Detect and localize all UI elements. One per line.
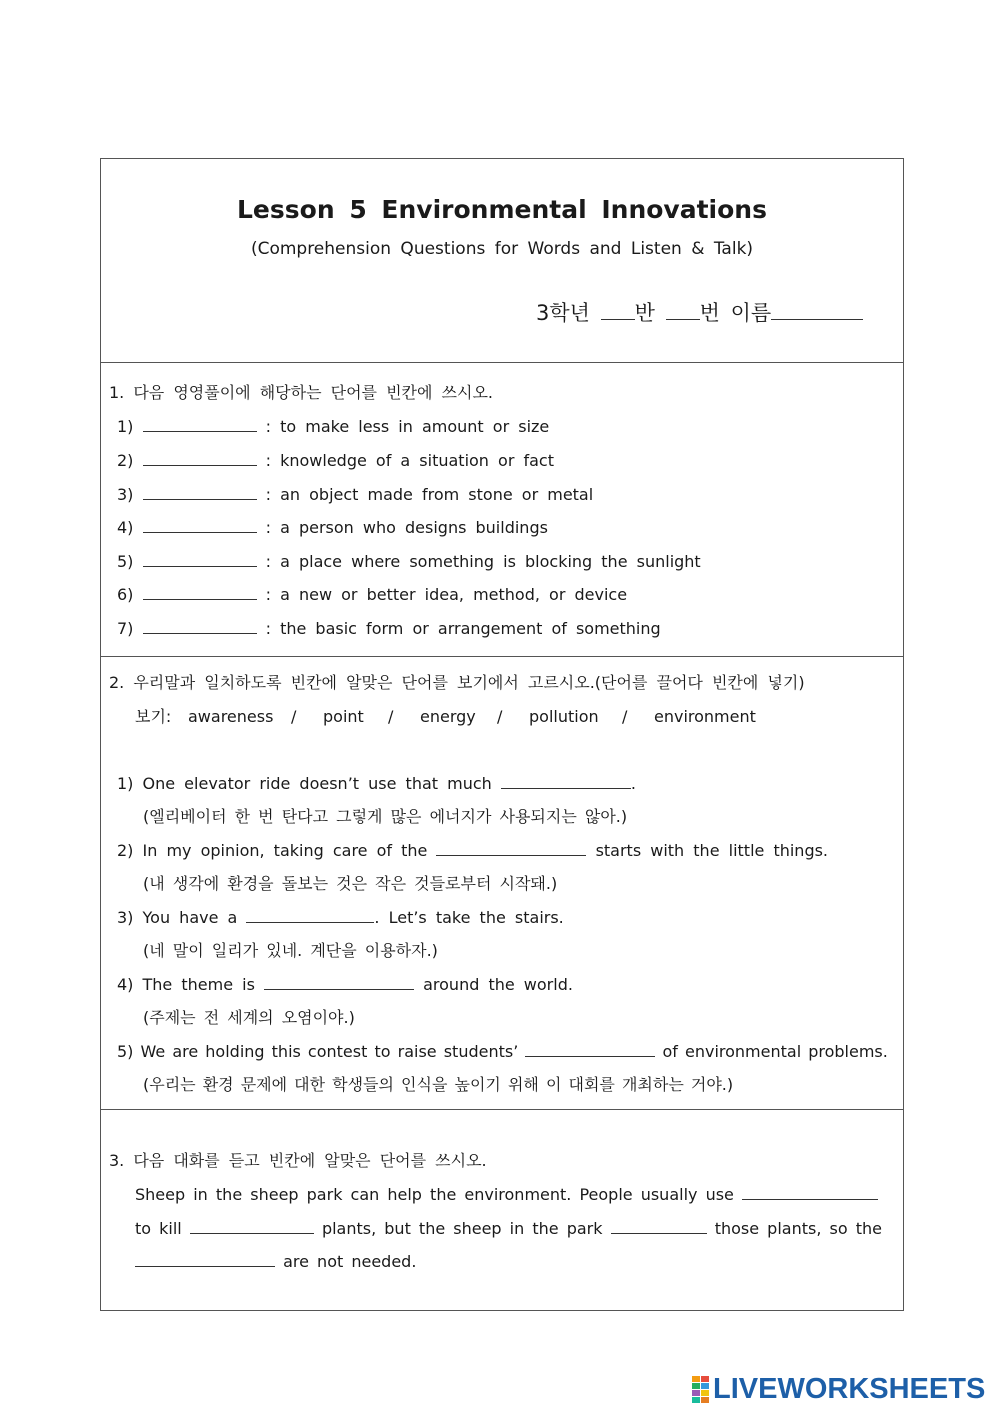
word-separator: / — [291, 707, 297, 726]
liveworksheets-logo[interactable] — [692, 1372, 985, 1406]
section3-instruction: 3. 다음 대화를 듣고 빈칸에 알맞은 단어를 쓰시오. — [109, 1151, 487, 1170]
definition-item: 6) : a new or better idea, method, or device — [117, 585, 628, 604]
section-divider — [101, 656, 903, 657]
word-bank-item[interactable]: environment — [654, 707, 756, 726]
answer-blank[interactable] — [143, 485, 257, 500]
page-subtitle: (Comprehension Questions for Words and Listen & Talk) — [250, 239, 754, 259]
korean-translation: (내 생각에 환경을 돌보는 것은 작은 것들로부터 시작돼.) — [143, 874, 558, 893]
section-divider — [101, 1109, 903, 1110]
definition-item: 1) : to make less in amount or size — [117, 417, 550, 436]
definition-item: 4) : a person who designs buildings — [117, 518, 548, 537]
drop-blank[interactable] — [246, 908, 374, 923]
word-separator: / — [388, 707, 394, 726]
definition-item: 2) : knowledge of a situation or fact — [117, 451, 554, 470]
section-divider — [101, 362, 903, 363]
answer-blank[interactable] — [143, 518, 257, 533]
word-bank-item[interactable]: awareness — [188, 707, 274, 726]
korean-translation: (네 말이 일리가 있네. 계단을 이용하자.) — [143, 941, 438, 960]
worksheet — [100, 158, 904, 1311]
answer-blank[interactable] — [742, 1185, 878, 1200]
definition-item: 7) : the basic form or arrangement of something — [117, 619, 661, 638]
word-bank-item[interactable]: pollution — [529, 707, 599, 726]
section1-instruction: 1. 다음 영영풀이에 해당하는 단어를 빈칸에 쓰시오. — [109, 383, 493, 402]
grade-label: 3학년 — [536, 301, 590, 325]
student-info — [536, 300, 863, 326]
name-label: 이름 — [730, 301, 772, 325]
class-input[interactable] — [601, 301, 635, 320]
sentence-item: 2) In my opinion, taking care of the starts with the little things. — [117, 841, 829, 860]
logo-text: LIVEWORKSHEETS — [713, 1372, 986, 1405]
answer-blank[interactable] — [143, 451, 257, 466]
drop-blank[interactable] — [525, 1042, 655, 1057]
answer-blank[interactable] — [143, 552, 257, 567]
bogi-label: 보기: — [135, 707, 172, 726]
dialogue-line: Sheep in the sheep park can help the environment. People usually use — [135, 1185, 878, 1205]
sentence-item: 3) You have a . Let’s take the stairs. — [117, 908, 564, 927]
answer-blank[interactable] — [611, 1219, 707, 1234]
name-input[interactable] — [771, 301, 863, 320]
number-label: 번 — [699, 301, 720, 325]
definition-item: 5) : a place where something is blocking the sunlight — [117, 552, 701, 571]
logo-icon — [692, 1376, 709, 1403]
number-input[interactable] — [666, 301, 700, 320]
korean-translation: (주제는 전 세계의 오염이야.) — [143, 1008, 355, 1027]
answer-blank[interactable] — [143, 417, 257, 432]
drop-blank[interactable] — [501, 774, 631, 789]
section2-instruction: 2. 우리말과 일치하도록 빈칸에 알맞은 단어를 보기에서 고르시오.(단어를 끌어다 빈칸에 넣기) — [109, 673, 805, 692]
dialogue-line: are not needed. — [135, 1252, 416, 1272]
answer-blank[interactable] — [190, 1219, 314, 1234]
word-separator: / — [497, 707, 503, 726]
word-bank-item[interactable]: point — [323, 707, 364, 726]
class-label: 반 — [634, 301, 655, 325]
korean-translation: (우리는 환경 문제에 대한 학생들의 인식을 높이기 위해 이 대회를 개최하는 거야.) — [143, 1075, 734, 1094]
word-separator: / — [622, 707, 628, 726]
word-bank-item[interactable]: energy — [420, 707, 476, 726]
definition-item: 3) : an object made from stone or metal — [117, 485, 594, 504]
dialogue-line: to kill plants, but the sheep in the park those plants, so the — [135, 1219, 882, 1238]
word-bank — [135, 707, 171, 727]
page-title: Lesson 5 Environmental Innovations — [237, 195, 767, 224]
answer-blank[interactable] — [143, 619, 257, 634]
sentence-item: 4) The theme is around the world. — [117, 975, 573, 994]
drop-blank[interactable] — [264, 975, 414, 990]
drop-blank[interactable] — [436, 841, 586, 856]
sentence-item: 5) We are holding this contest to raise students’ of environmental problems. — [117, 1042, 888, 1061]
answer-blank[interactable] — [143, 585, 257, 600]
answer-blank[interactable] — [135, 1252, 275, 1267]
korean-translation: (엘리베이터 한 번 탄다고 그렇게 많은 에너지가 사용되지는 않아.) — [143, 807, 628, 826]
sentence-item: 1) One elevator ride doesn’t use that much . — [117, 774, 636, 793]
